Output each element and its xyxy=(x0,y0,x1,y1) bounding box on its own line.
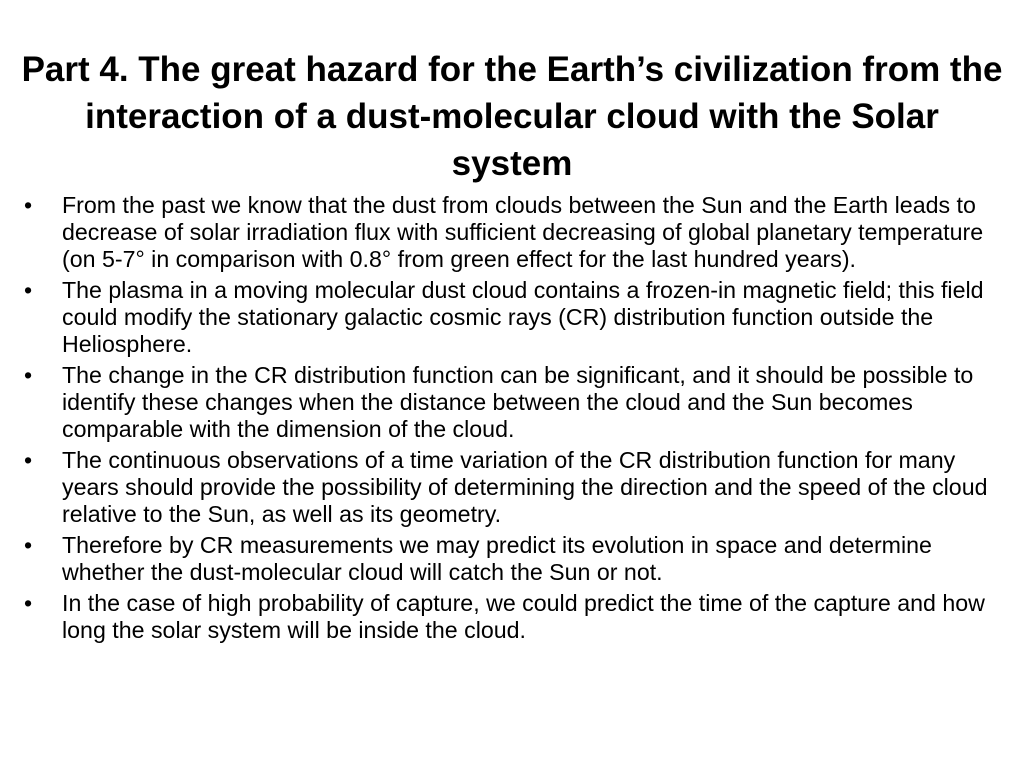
slide-title: Part 4. The great hazard for the Earth’s civilization from the interaction of a dust-molecular cloud with the Solar system xyxy=(21,50,1003,183)
bullet-text: In the case of high probability of capture, we could predict the time of the capture and how long the solar system will be inside the cloud. xyxy=(62,590,985,643)
bullet-item xyxy=(20,277,1016,358)
bullet-icon: • xyxy=(24,192,33,218)
bullet-list xyxy=(20,192,1016,648)
bullet-item xyxy=(20,192,1016,273)
bullet-text: The plasma in a moving molecular dust cloud contains a frozen-in magnetic field; this field could modify the stationary galactic cosmic rays (CR) distribution function outside the Heliosphere. xyxy=(62,277,984,357)
bullet-item xyxy=(20,362,1016,443)
bullet-icon: • xyxy=(24,532,33,558)
bullet-text: The continuous observations of a time variation of the CR distribution function for many years should provide the possibility of determining the direction and the speed of the cloud relative to the Sun, as well as its geometry. xyxy=(62,447,988,527)
bullet-item xyxy=(20,532,1016,586)
bullet-item xyxy=(20,447,1016,528)
bullet-text: From the past we know that the dust from clouds between the Sun and the Earth leads to decrease of solar irradiation flux with sufficient decreasing of global planetary temperature (on 5-7° in comparison with 0.8° from green effect for the last hundred years). xyxy=(62,192,984,272)
bullet-item xyxy=(20,590,1016,644)
bullet-text: The change in the CR distribution function can be significant, and it should be possible to identify these changes when the distance between the cloud and the Sun becomes comparable with the dimension of the cloud. xyxy=(62,362,974,442)
bullet-icon: • xyxy=(24,362,33,388)
bullet-icon: • xyxy=(24,447,33,473)
bullet-icon: • xyxy=(24,590,33,616)
bullet-icon: • xyxy=(24,277,33,303)
bullet-text: Therefore by CR measurements we may predict its evolution in space and determine whether the dust-molecular cloud will catch the Sun or not. xyxy=(62,532,932,585)
